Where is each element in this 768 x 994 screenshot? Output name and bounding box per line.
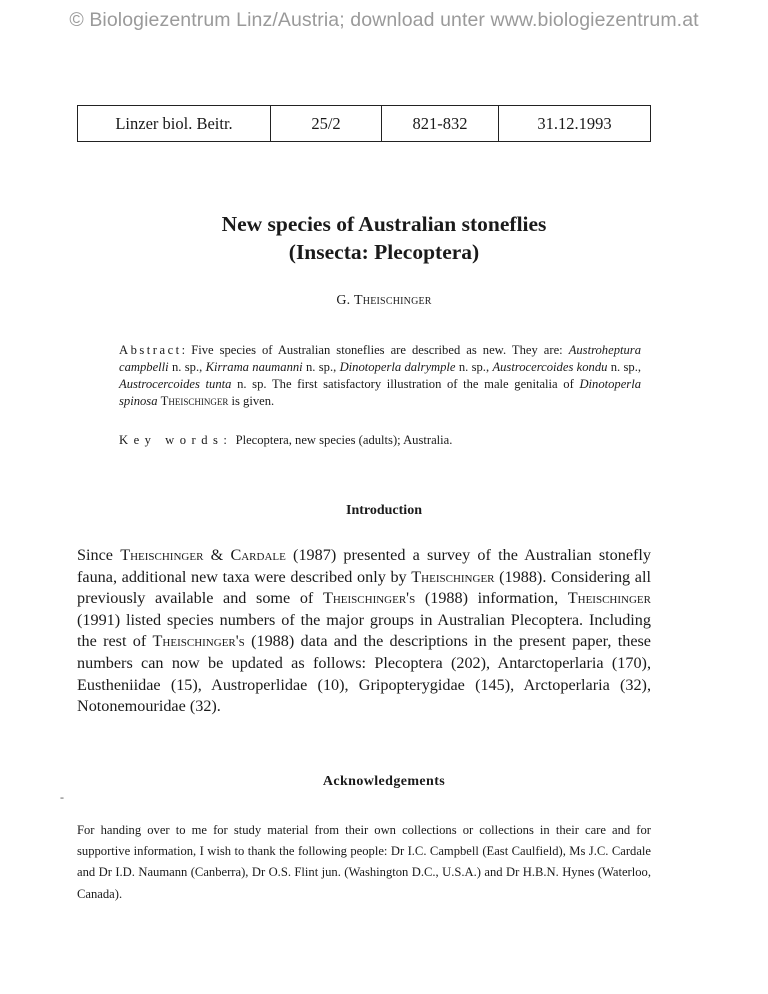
author-initial: G.	[336, 293, 355, 308]
species-name: Kirrama naumanni	[205, 360, 303, 374]
author-citation: Theischinger's	[322, 589, 416, 608]
author-citation: Theischinger	[411, 567, 495, 586]
author-citation: Cardale	[230, 546, 286, 564]
margin-mark: -	[60, 790, 64, 804]
introduction-paragraph	[77, 545, 651, 718]
introduction-heading: Introduction	[346, 503, 422, 518]
species-name: Austroheptura campbelli	[119, 343, 641, 374]
keywords	[119, 432, 641, 449]
species-name: Dinotoperla spinosa	[119, 377, 642, 408]
author-citation: Theischinger's	[152, 632, 245, 651]
intro-text: (1987) presented a survey of the Australian stonefly fauna, additional new taxa were described only by	[77, 546, 652, 586]
abstract-text: n. sp.,	[455, 360, 493, 374]
publication-date: 31.12.1993	[499, 106, 651, 142]
copyright-watermark: © Biologiezentrum Linz/Austria; download unter www.biologiezentrum.at	[69, 9, 699, 31]
page-range: 821-832	[382, 106, 499, 142]
keywords-text: Plecoptera, new species (adults); Australia.	[235, 433, 453, 447]
abstract-text: n. sp.,	[168, 360, 206, 374]
intro-text: &	[203, 546, 231, 564]
abstract-text: n. sp. The first satisfactory illustration of the male genitalia of	[231, 377, 580, 391]
species-name: Austrocercoides tunta	[119, 377, 232, 391]
intro-text: (1988) data and the descriptions in the present paper, these numbers can now be updated as follows: Plecoptera (202), Antarctoperlaria (170), Eustheniidae (15), Austroperlidae (10), Gripopterygidae (145), Arctoperlaria (32), Notonemouridae (32).	[77, 632, 651, 716]
author-citation: Theischinger	[567, 589, 651, 608]
author-citation: Theischinger	[160, 394, 229, 408]
author-surname: Theischinger	[354, 293, 432, 308]
abstract-text: n. sp.,	[607, 360, 642, 374]
citation-header-table	[77, 105, 651, 142]
paper-title-line-1: New species of Australian stoneflies	[221, 212, 547, 236]
acknowledgements-paragraph: For handing over to me for study material from their own collections or collections in their care and for supportive information, I wish to thank the following people: Dr I.C. Campbell (East Caulfield), Ms J.C. Cardale and Dr I.D. Naumann (Canberra), Dr O.S. Flint jun. (Washington D.C., U.S.A.) and Dr H.B.N. Hynes (Waterloo, Canada).	[77, 823, 651, 901]
volume-number: 25/2	[271, 106, 382, 142]
abstract-text: : Five species of Australian stoneflies are described as new. They are:	[181, 343, 569, 357]
intro-text: Since	[77, 546, 121, 564]
species-name: Austrocercoides kondu	[492, 360, 608, 374]
acknowledgements-heading: Acknowledgements	[322, 774, 446, 789]
intro-text: (1988) information,	[415, 589, 568, 608]
author-name	[0, 293, 768, 309]
citation-row	[78, 106, 651, 142]
abstract-label: Abstract	[119, 343, 182, 357]
abstract	[119, 342, 641, 410]
intro-text: (1988). Considering all previously available and some of	[77, 567, 651, 608]
abstract-text: is given.	[228, 394, 275, 408]
abstract-text: n. sp.,	[302, 360, 340, 374]
journal-name: Linzer biol. Beitr.	[78, 106, 271, 142]
species-name: Dinotoperla dalrymple	[339, 360, 456, 374]
author-citation: Theischinger	[120, 546, 204, 564]
keywords-label: Key words:	[119, 433, 233, 447]
intro-text: (1991) listed species numbers of the major groups in Australian Plecoptera. Including the rest of	[77, 610, 651, 651]
paper-title-line-2: (Insecta: Plecoptera)	[288, 240, 480, 264]
